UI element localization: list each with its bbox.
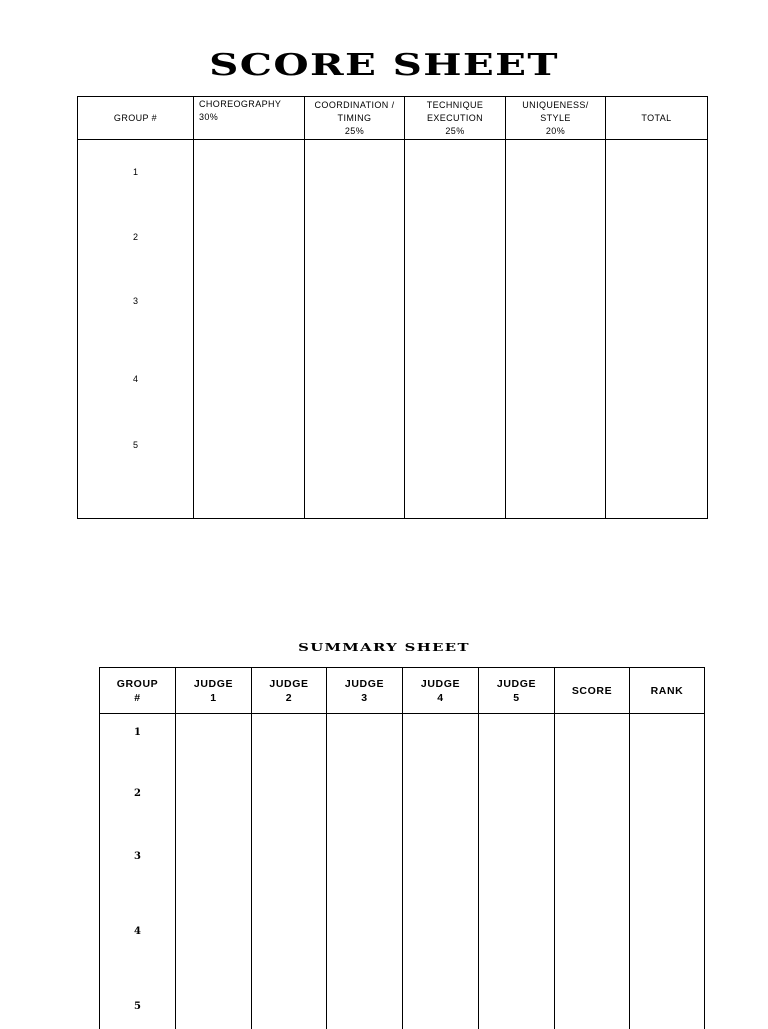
score-input-column[interactable] <box>555 714 630 1029</box>
total-input-column[interactable] <box>606 140 708 519</box>
judge-number: 4 <box>403 691 478 705</box>
summary-header-judge-4 <box>403 668 479 714</box>
header-uniqueness-label: UNIQUENESS/ <box>506 99 605 112</box>
score-group-number: 1 <box>78 167 193 177</box>
summary-header-judge-2 <box>252 668 327 714</box>
summary-table <box>99 667 705 1029</box>
header-technique-sublabel: EXECUTION <box>405 112 505 125</box>
header-technique-label: TECHNIQUE <box>405 99 505 112</box>
summary-header-group-symbol: # <box>100 691 175 705</box>
uniqueness-input-column[interactable] <box>506 140 606 519</box>
summary-group-number: 1 <box>100 727 175 738</box>
header-total-label: TOTAL <box>641 113 671 123</box>
header-coordination <box>305 97 405 140</box>
header-uniqueness-sublabel: STYLE <box>506 112 605 125</box>
header-uniqueness-weight: 20% <box>506 125 605 138</box>
summary-group-number: 3 <box>100 851 175 862</box>
score-group-number: 3 <box>78 296 193 306</box>
header-group-label: GROUP # <box>114 113 157 123</box>
judge-4-input-column[interactable] <box>403 714 479 1029</box>
summary-sheet-title: SUMMARY SHEET <box>0 640 768 656</box>
judge-label: JUDGE <box>403 677 478 691</box>
summary-group-number: 2 <box>100 788 175 799</box>
summary-header-group-label: GROUP <box>100 677 175 691</box>
summary-header-judge-1 <box>176 668 252 714</box>
judge-label: JUDGE <box>479 677 554 691</box>
judge-label: JUDGE <box>176 677 251 691</box>
header-choreography-label: CHOREOGRAPHY <box>199 98 304 111</box>
header-technique-weight: 25% <box>405 125 505 138</box>
score-group-number: 5 <box>78 440 193 450</box>
judge-number: 3 <box>327 691 402 705</box>
choreography-input-column[interactable] <box>194 140 305 519</box>
header-coordination-sublabel: TIMING <box>305 112 404 125</box>
summary-group-number: 5 <box>100 1001 175 1012</box>
summary-header-judge-3 <box>327 668 403 714</box>
header-coordination-weight: 25% <box>305 125 404 138</box>
judge-label: JUDGE <box>327 677 402 691</box>
score-header-row <box>78 97 708 140</box>
header-total <box>606 97 708 140</box>
coordination-input-column[interactable] <box>305 140 405 519</box>
judge-3-input-column[interactable] <box>327 714 403 1029</box>
judge-number: 1 <box>176 691 251 705</box>
rank-input-column[interactable] <box>630 714 705 1029</box>
header-choreography-weight: 30% <box>199 111 304 124</box>
judge-2-input-column[interactable] <box>252 714 327 1029</box>
score-group-number: 2 <box>78 232 193 242</box>
score-body-row <box>78 140 708 519</box>
summary-header-score <box>555 668 630 714</box>
summary-header-rank <box>630 668 705 714</box>
summary-group-column <box>100 714 176 1029</box>
header-technique <box>405 97 506 140</box>
header-choreography <box>194 97 305 140</box>
summary-header-group <box>100 668 176 714</box>
judge-number: 5 <box>479 691 554 705</box>
judge-1-input-column[interactable] <box>176 714 252 1029</box>
judge-5-input-column[interactable] <box>479 714 555 1029</box>
summary-header-judge-5 <box>479 668 555 714</box>
judge-label: JUDGE <box>252 677 326 691</box>
score-group-number: 4 <box>78 374 193 384</box>
header-coordination-label: COORDINATION / <box>305 99 404 112</box>
score-group-column <box>78 140 194 519</box>
summary-group-number: 4 <box>100 926 175 937</box>
score-table <box>77 96 708 519</box>
summary-body-row <box>100 714 705 1029</box>
score-sheet-title: SCORE SHEET <box>0 46 768 86</box>
header-group <box>78 97 194 140</box>
summary-header-score-label: SCORE <box>572 685 612 697</box>
summary-header-row <box>100 668 705 714</box>
technique-input-column[interactable] <box>405 140 506 519</box>
summary-header-rank-label: RANK <box>651 685 684 697</box>
judge-number: 2 <box>252 691 326 705</box>
header-uniqueness <box>506 97 606 140</box>
